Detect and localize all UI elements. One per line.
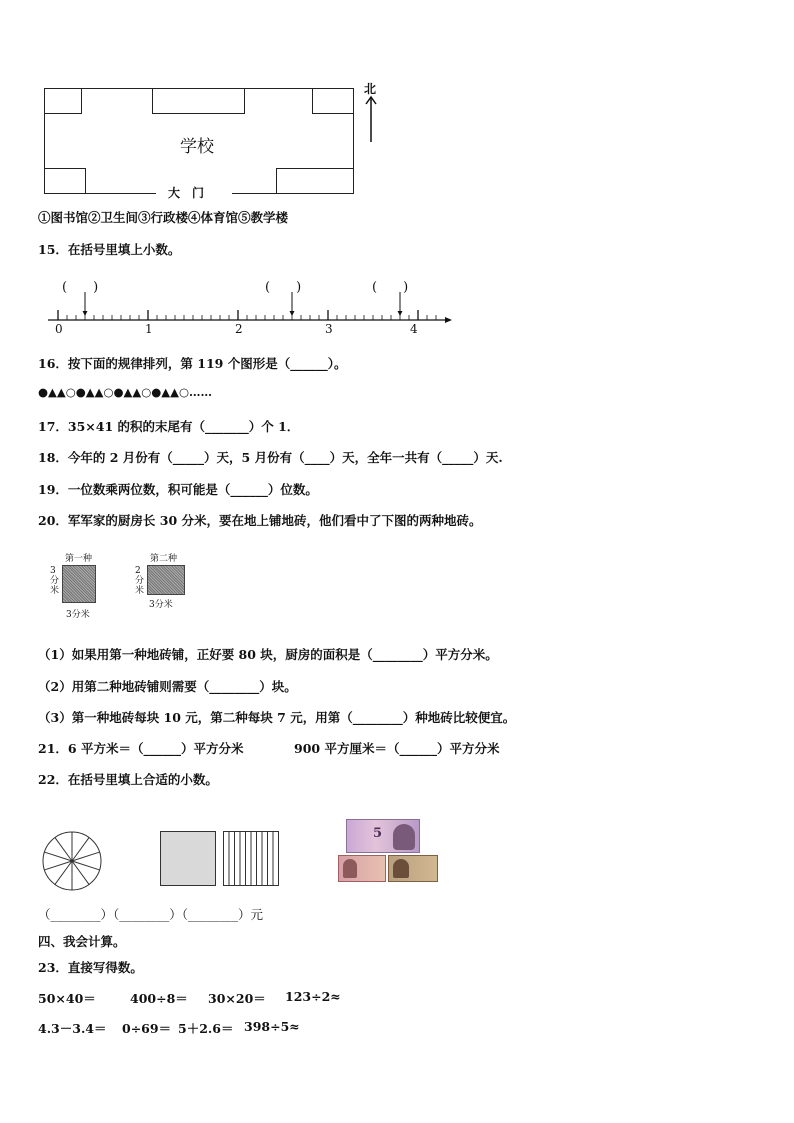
q21-part1: 21．6 平方米＝（______）平方分米 [38, 741, 244, 756]
tile1-title: 第一种 [65, 554, 93, 564]
portrait-icon [393, 824, 415, 850]
tick-label-2: 2 [235, 322, 243, 336]
gate-label: 大 门 [168, 186, 205, 200]
pointer-arrow-head-icon [398, 311, 403, 316]
grey-square [160, 831, 216, 886]
tile1-side: 3分米 [50, 566, 60, 596]
calc-item: 30×20＝ [208, 991, 266, 1006]
q20-sub2: （2）用第二种地砖铺则需要（________）块。 [38, 679, 297, 694]
north-arrow-icon [364, 94, 378, 144]
q20-text: 20．军军家的厨房长 30 分米，要在地上铺地砖，他们看中了下图的两种地砖。 [38, 513, 482, 528]
striped-square [223, 831, 279, 886]
q18-text: 18．今年的 2 月份有（_____）天，5 月份有（____）天，全年一共有（_____）天. [38, 450, 503, 465]
q15-text: 15．在括号里填上小数。 [38, 242, 181, 257]
portrait-icon [343, 859, 357, 878]
building-top-right [312, 88, 354, 114]
building-top-left [44, 88, 82, 114]
tile1-bottom: 3分米 [66, 610, 90, 620]
number-line [40, 290, 460, 340]
tile1-square [62, 565, 96, 603]
tick-label-0: 0 [55, 322, 63, 336]
portrait-icon [393, 859, 409, 878]
q16-pattern: ●▲▲○●▲▲○●▲▲○●▲▲○…… [38, 385, 213, 399]
tick-label-4: 4 [410, 322, 418, 336]
banknote-jiao-1 [338, 855, 386, 882]
building-bottom-right [276, 168, 354, 194]
q17-text: 17．35×41 的积的末尾有（_______）个 1． [38, 419, 300, 434]
school-map [44, 88, 354, 200]
q15-blank-2: ( ) [265, 280, 302, 295]
bottom-wall-right [232, 193, 276, 194]
building-top-middle [152, 88, 245, 114]
calc-item: 5＋2.6＝ [178, 1021, 234, 1036]
banknote-jiao-2 [388, 855, 438, 882]
tile2-title: 第二种 [150, 554, 178, 564]
school-label: 学校 [180, 137, 214, 157]
q22-answers: （________）（________）（________）元 [38, 907, 264, 922]
q22-text: 22．在括号里填上合适的小数。 [38, 772, 218, 787]
banknote-5-yuan [346, 819, 420, 853]
q19-text: 19．一位数乘两位数，积可能是（______）位数。 [38, 482, 318, 497]
fraction-circle [40, 829, 104, 893]
tick-label-3: 3 [325, 322, 333, 336]
building-bottom-left [44, 168, 86, 194]
calc-item: 4.3－3.4＝ [38, 1021, 107, 1036]
q20-sub1: （1）如果用第一种地砖铺，正好要 80 块，厨房的面积是（________）平方分米。 [38, 647, 498, 662]
north-label: 北 [364, 82, 377, 96]
pointer-arrow-head-icon [83, 311, 88, 316]
calc-item: 123÷2≈ [285, 989, 341, 1004]
tick-label-1: 1 [145, 322, 153, 336]
tile2-bottom: 3分米 [149, 600, 173, 610]
q15-blank-1: ( ) [62, 280, 99, 295]
number-line-arrow-icon [445, 317, 452, 323]
pointer-arrow-head-icon [290, 311, 295, 316]
section-4-title: 四、我会计算。 [38, 934, 126, 949]
q15-blank-3: ( ) [372, 280, 409, 295]
bottom-wall-left [86, 193, 156, 194]
q16-text: 16．按下面的规律排列，第 119 个图形是（______）。 [38, 356, 347, 371]
q23-text: 23．直接写得数。 [38, 960, 143, 975]
tile2-side: 2分米 [135, 566, 145, 596]
calc-item: 0÷69＝ [122, 1021, 172, 1036]
calc-item: 400÷8＝ [130, 991, 188, 1006]
map-legend: ①图书馆②卫生间③行政楼④体育馆⑤教学楼 [38, 210, 289, 225]
calc-item: 398÷5≈ [244, 1019, 300, 1034]
q21-part2: 900 平方厘米＝（______）平方分米 [294, 741, 500, 756]
calc-item: 50×40＝ [38, 991, 96, 1006]
tile2-rect [147, 565, 185, 595]
banknote-number: 5 [373, 826, 383, 841]
q20-sub3: （3）第一种地砖每块 10 元，第二种每块 7 元，用第（________）种地砖比较便宜。 [38, 710, 516, 725]
